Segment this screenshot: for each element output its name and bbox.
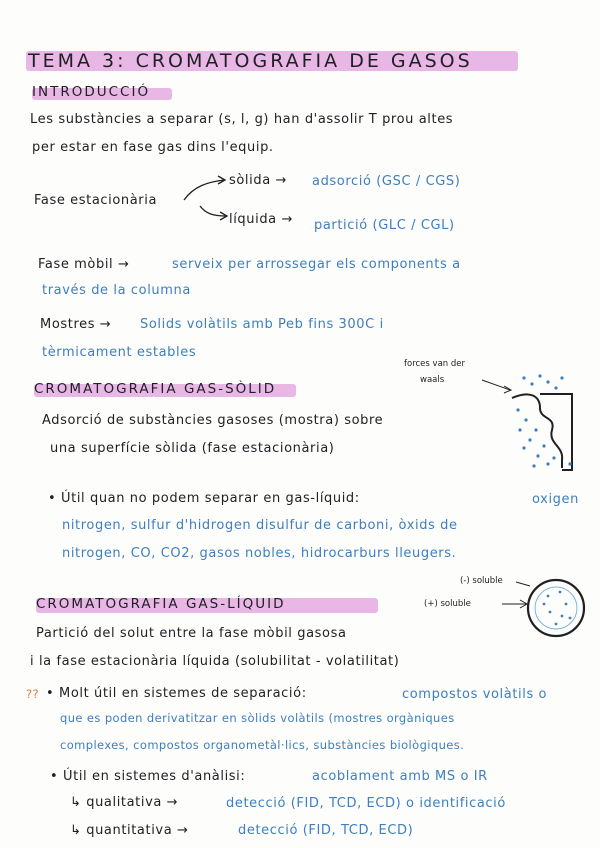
quantitative-label: ↳ quantitativa →: [70, 823, 189, 838]
mostres-text-1: Solids volàtils amb Peb fins 300C i: [140, 317, 384, 332]
branch-liquida: líquida →: [229, 212, 293, 227]
gas-liquid-bullet-2-blue: acoblament amb MS o IR: [312, 769, 488, 784]
gas-liquid-bullet-1-blue-2: que es poden derivatitzar en sòlids volàtils (mostres orgàniques: [60, 711, 455, 725]
fase-estacionaria-label: Fase estacionària: [34, 193, 158, 208]
qualitative-label: ↳ qualitativa →: [70, 795, 179, 810]
van-der-waals-annotation-1: forces van der: [404, 359, 465, 369]
gas-liquid-heading: CROMATOGRAFIA GAS-LÍQUID: [36, 596, 286, 612]
mostres-text-2: tèrmicament estables: [42, 345, 197, 360]
gas-solid-heading: CROMATOGRAFIA GAS-SÒLID: [34, 381, 277, 397]
branch-solida: sòlida →: [229, 173, 287, 188]
gas-liquid-bullet-2: • Útil en sistemes d'anàlisi:: [50, 769, 246, 784]
branch-liquida-value: partició (GLC / CGL): [314, 218, 455, 233]
gas-solid-bullet-blue-3: nitrogen, CO, CO2, gasos nobles, hidrocarburs lleugers.: [62, 546, 457, 561]
solute-label-minus: (-) soluble: [460, 576, 503, 586]
gas-solid-line-1: Adsorció de substàncies gasoses (mostra) sobre: [42, 413, 384, 428]
van-der-waals-annotation-2: waals: [420, 375, 445, 385]
gas-liquid-bullet-1-blue-3: complexes, compostos organometàl·lics, substàncies biològiques.: [60, 738, 465, 752]
intro-heading: INTRODUCCIÓ: [32, 84, 151, 100]
gas-solid-bullet: • Útil quan no podem separar en gas-líquid:: [48, 491, 360, 506]
branch-solida-value: adsorció (GSC / CGS): [312, 174, 461, 189]
solute-label-plus: (+) soluble: [424, 599, 471, 609]
gas-liquid-bullet-1-blue-1: compostos volàtils o: [402, 687, 548, 702]
gas-liquid-line-1: Partició del solut entre la fase mòbil gasosa: [36, 626, 347, 641]
fase-mobil-text-1: serveix per arrossegar els components a: [172, 257, 461, 272]
droplet-diagram: [526, 578, 590, 642]
qualitative-value: detecció (FID, TCD, ECD) o identificació: [226, 796, 506, 811]
quantitative-value: detecció (FID, TCD, ECD): [238, 823, 414, 838]
fase-mobil-text-2: través de la columna: [42, 283, 191, 298]
question-marker: ??: [26, 687, 40, 701]
gas-liquid-bullet-1: • Molt útil en sistemes de separació:: [46, 686, 307, 701]
gas-solid-line-2: una superfície sòlida (fase estacionària): [50, 441, 335, 456]
intro-line-2: per estar en fase gas dins l'equip.: [32, 140, 274, 155]
mostres-label: Mostres →: [40, 317, 112, 332]
fase-mobil-label: Fase mòbil →: [38, 257, 130, 272]
gas-solid-bullet-blue-1: oxigen: [532, 492, 579, 507]
gas-solid-bullet-blue-2: nitrogen, sulfur d'hidrogen disulfur de carboni, òxids de: [62, 518, 458, 533]
page-title: TEMA 3: CROMATOGRAFIA DE GASOS: [28, 50, 473, 72]
intro-line-1: Les substàncies a separar (s, l, g) han d'assolir T prou altes: [30, 112, 454, 127]
gas-liquid-line-2: i la fase estacionària líquida (solubilitat - volatilitat): [30, 654, 400, 669]
branch-arrows-icon: [180, 170, 230, 230]
adsorption-surface-diagram: [510, 368, 580, 473]
